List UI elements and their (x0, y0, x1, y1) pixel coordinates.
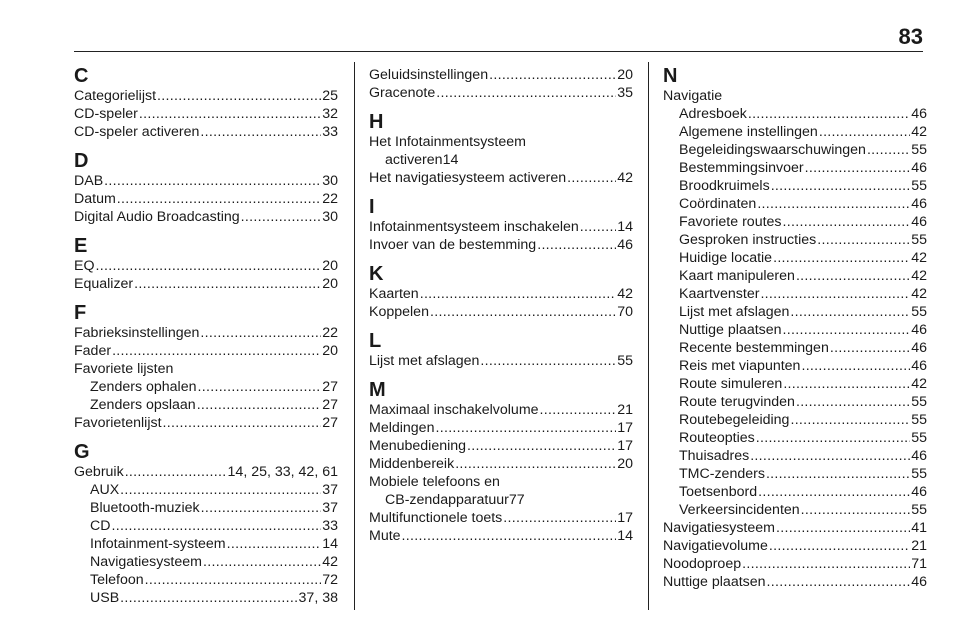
index-entry (663, 519, 927, 537)
entry-pages: 55 (911, 394, 927, 410)
index-entry (663, 537, 927, 555)
index-subentry (74, 571, 338, 589)
entry-term: CD-speler (74, 106, 138, 122)
leader-dots (112, 517, 322, 535)
entry-term: Kaart manipuleren (679, 268, 795, 284)
section-letter: L (369, 330, 382, 352)
leader-dots (750, 447, 910, 465)
entry-pages: 70 (617, 304, 633, 320)
entry-term: Navigatiesysteem (90, 554, 202, 570)
leader-dots (134, 275, 321, 293)
entry-pages: 41 (911, 520, 927, 536)
leader-dots (567, 169, 616, 187)
leader-dots (96, 257, 322, 275)
leader-dots (125, 463, 227, 481)
entry-pages: 30 (322, 173, 338, 189)
entry-pages: 30 (322, 209, 338, 225)
leader-dots (758, 483, 910, 501)
entry-pages: 35 (617, 85, 633, 101)
index-subentry (663, 231, 927, 249)
entry-pages: 42 (911, 250, 927, 266)
leader-dots (796, 393, 910, 411)
leader-dots (767, 573, 911, 591)
entry-pages: 17 (617, 438, 633, 454)
leader-dots (241, 208, 322, 226)
entry-term: Mobiele telefoons en (369, 474, 500, 490)
entry-term: Thuisadres (679, 448, 750, 464)
column-divider (648, 62, 649, 610)
index-subentry (663, 321, 927, 339)
entry-pages: 55 (911, 430, 927, 446)
entry-term: Kaarten (369, 286, 419, 302)
entry-term: Gebruik (74, 464, 124, 480)
index-section (74, 236, 338, 293)
entry-pages: 46 (911, 358, 927, 374)
entry-pages: 22 (322, 191, 338, 207)
entry-term: CD (90, 518, 111, 534)
index-subentry (663, 375, 927, 393)
leader-dots (467, 437, 616, 455)
index-entry (74, 360, 338, 378)
leader-dots (420, 285, 617, 303)
entry-term: Favorietenlijst (74, 415, 162, 431)
leader-dots (104, 172, 321, 190)
leader-dots (430, 303, 616, 321)
index-column-3 (663, 66, 927, 591)
index-entry (369, 419, 633, 437)
entry-pages: 42 (911, 376, 927, 392)
index-section (369, 331, 633, 370)
index-entry (663, 573, 927, 591)
entry-term: Maximaal inschakelvolume (369, 402, 539, 418)
entry-pages: 20 (322, 276, 338, 292)
entry-pages: 55 (911, 412, 927, 428)
entry-pages: 46 (617, 237, 633, 253)
index-entry (74, 208, 338, 226)
index-section (74, 151, 338, 226)
entry-pages: 20 (322, 258, 338, 274)
index-subentry (663, 285, 927, 303)
entry-term: AUX (90, 482, 120, 498)
leader-dots (112, 342, 321, 360)
section-letter: D (74, 150, 89, 172)
entry-term: Navigatiesysteem (663, 520, 775, 536)
leader-dots (197, 378, 321, 396)
index-subentry (663, 159, 927, 177)
index-subentry (663, 357, 927, 375)
leader-dots (783, 375, 910, 393)
entry-pages: 42 (911, 124, 927, 140)
entry-pages: 21 (911, 538, 927, 554)
entry-term: Infotainmentsysteem inschakelen (369, 219, 579, 235)
leader-dots (773, 249, 910, 267)
entry-pages: 17 (617, 510, 633, 526)
leader-dots (769, 537, 910, 555)
entry-term: Geluidsinstellingen (369, 67, 489, 83)
entry-term: Equalizer (74, 276, 134, 292)
index-column-1 (74, 66, 338, 607)
entry-term-continued: activeren (385, 152, 443, 168)
index-subentry (663, 267, 927, 285)
section-letter: F (74, 302, 87, 324)
index-subentry (663, 303, 927, 321)
entry-term: Datum (74, 191, 116, 207)
entry-pages: 55 (617, 353, 633, 369)
index-section (369, 197, 633, 254)
leader-dots (742, 555, 910, 573)
entry-pages: 42 (617, 170, 633, 186)
index-subentry (74, 396, 338, 414)
index-entry (369, 218, 633, 236)
entry-pages: 55 (911, 142, 927, 158)
index-entry (369, 84, 633, 102)
leader-dots (139, 105, 321, 123)
entry-pages: 71 (911, 556, 927, 572)
index-subentry (74, 517, 338, 535)
entry-pages: 55 (911, 502, 927, 518)
index-subentry (74, 378, 338, 396)
index-entry (369, 509, 633, 527)
index-subentry (663, 393, 927, 411)
leader-dots (145, 571, 322, 589)
entry-pages: 20 (617, 456, 633, 472)
index-subentry (663, 411, 927, 429)
entry-pages: 14, 25, 33, 42, 61 (227, 464, 338, 480)
entry-term: DAB (74, 173, 104, 189)
entry-pages: 46 (911, 214, 927, 230)
leader-dots (489, 66, 616, 84)
entry-term: Gracenote (369, 85, 436, 101)
entry-pages: 46 (911, 322, 927, 338)
index-subentry (663, 105, 927, 123)
leader-dots (830, 339, 910, 357)
entry-term: Meldingen (369, 420, 435, 436)
index-subentry (74, 499, 338, 517)
index-section (663, 66, 927, 591)
index-entry (369, 352, 633, 370)
entry-pages: 77 (508, 492, 525, 508)
leader-dots (796, 267, 910, 285)
index-section (369, 66, 633, 102)
entry-term: Reis met viapunten (679, 358, 801, 374)
entry-term: Digital Audio Broadcasting (74, 209, 240, 225)
entry-term: Favoriete lijsten (74, 361, 174, 377)
entry-pages: 22 (322, 325, 338, 341)
leader-dots (819, 123, 910, 141)
section-letter: K (369, 263, 384, 285)
entry-pages: 20 (322, 343, 338, 359)
index-section (74, 303, 338, 432)
index-entry (74, 342, 338, 360)
index-subentry (74, 481, 338, 499)
index-entry (74, 87, 338, 105)
leader-dots (756, 429, 911, 447)
entry-term: Mute (369, 528, 401, 544)
leader-dots (537, 236, 616, 254)
entry-term: Verkeersincidenten (679, 502, 800, 518)
index-entry (74, 463, 338, 481)
entry-pages: 72 (322, 572, 338, 588)
header-rule (74, 51, 923, 52)
entry-term: Het navigatiesysteem activeren (369, 170, 567, 186)
entry-pages: 25 (322, 88, 338, 104)
entry-term: Navigatie (663, 88, 723, 104)
entry-pages: 21 (617, 402, 633, 418)
index-subentry (663, 123, 927, 141)
index-subentry (663, 339, 927, 357)
leader-dots (227, 535, 322, 553)
index-entry (74, 324, 338, 342)
entry-term: USB (90, 590, 120, 606)
index-section (74, 66, 338, 141)
index-entry (369, 437, 633, 455)
entry-pages: 46 (911, 160, 927, 176)
leader-dots (760, 285, 910, 303)
page-number: 83 (898, 24, 923, 49)
leader-dots (805, 159, 911, 177)
entry-term: Bluetooth-muziek (90, 500, 200, 516)
entry-pages: 46 (911, 196, 927, 212)
entry-term: Gesproken instructies (679, 232, 817, 248)
leader-dots (801, 357, 910, 375)
entry-term: Route simuleren (679, 376, 783, 392)
entry-pages: 37, 38 (298, 590, 338, 606)
index-entry (74, 275, 338, 293)
leader-dots (801, 501, 911, 519)
leader-dots (867, 141, 910, 159)
index-subentry (663, 195, 927, 213)
index-subentry (663, 249, 927, 267)
leader-dots (766, 465, 910, 483)
entry-term: Recente bestemmingen (679, 340, 829, 356)
leader-dots (157, 87, 321, 105)
index-entry (369, 473, 633, 509)
leader-dots (455, 455, 616, 473)
entry-pages: 46 (911, 484, 927, 500)
entry-term: CD-speler activeren (74, 124, 200, 140)
index-subentry (74, 553, 338, 571)
entry-pages: 55 (911, 178, 927, 194)
index-section (369, 380, 633, 545)
entry-term-continued: CB-zendapparatuur (385, 492, 509, 508)
index-entry (663, 555, 927, 573)
index-subentry (663, 213, 927, 231)
leader-dots (200, 324, 321, 342)
entry-term: Categorielijst (74, 88, 157, 104)
entry-pages: 55 (911, 304, 927, 320)
entry-pages: 55 (911, 232, 927, 248)
entry-term: Het Infotainmentsysteem (369, 134, 526, 150)
column-divider (354, 62, 355, 610)
entry-pages: 14 (442, 152, 459, 168)
leader-dots (402, 527, 617, 545)
leader-dots (790, 303, 910, 321)
entry-term: Infotainment-systeem (90, 536, 226, 552)
entry-term: Algemene instellingen (679, 124, 818, 140)
entry-pages: 37 (322, 500, 338, 516)
index-entry (369, 133, 633, 169)
leader-dots (201, 499, 322, 517)
entry-term: Toetsenbord (679, 484, 758, 500)
leader-dots (200, 123, 321, 141)
leader-dots (771, 177, 911, 195)
entry-pages: 46 (911, 574, 927, 590)
entry-pages: 33 (322, 518, 338, 534)
entry-term: Middenbereik (369, 456, 455, 472)
entry-term: Coördinaten (679, 196, 757, 212)
entry-term: Kaartvenster (679, 286, 760, 302)
section-letter: H (369, 111, 384, 133)
entry-pages: 55 (911, 466, 927, 482)
entry-term: EQ (74, 258, 95, 274)
entry-term: Bestemmingsinvoer (679, 160, 804, 176)
index-section (369, 112, 633, 187)
index-entry (369, 236, 633, 254)
entry-pages: 27 (322, 397, 338, 413)
entry-term: Navigatievolume (663, 538, 768, 554)
index-entry (74, 257, 338, 275)
entry-pages: 46 (911, 340, 927, 356)
leader-dots (117, 190, 321, 208)
entry-term: Favoriete routes (679, 214, 782, 230)
entry-term: Invoer van de bestemming (369, 237, 537, 253)
entry-pages: 33 (322, 124, 338, 140)
leader-dots (163, 414, 322, 432)
entry-pages: 27 (322, 379, 338, 395)
section-letter: M (369, 379, 386, 401)
leader-dots (435, 419, 616, 437)
entry-pages: 27 (322, 415, 338, 431)
leader-dots (120, 589, 297, 607)
section-letter: I (369, 196, 375, 218)
index-entry (369, 527, 633, 545)
entry-pages: 42 (617, 286, 633, 302)
leader-dots (203, 553, 321, 571)
entry-term: Route terugvinden (679, 394, 795, 410)
leader-dots (817, 231, 910, 249)
index-entry (369, 455, 633, 473)
entry-term: Broodkruimels (679, 178, 770, 194)
entry-pages: 20 (617, 67, 633, 83)
index-entry (369, 285, 633, 303)
index-subentry (663, 141, 927, 159)
entry-term: Nuttige plaatsen (679, 322, 782, 338)
section-letter: G (74, 441, 90, 463)
index-entry (369, 66, 633, 84)
entry-term: Routebegeleiding (679, 412, 790, 428)
entry-term: Fabrieksinstellingen (74, 325, 200, 341)
entry-pages: 14 (617, 219, 633, 235)
index-subentry (663, 483, 927, 501)
entry-term: Routeopties (679, 430, 755, 446)
leader-dots (776, 519, 910, 537)
leader-dots (540, 401, 617, 419)
leader-dots (480, 352, 616, 370)
entry-term: Zenders opslaan (90, 397, 196, 413)
index-entry (369, 401, 633, 419)
entry-pages: 42 (322, 554, 338, 570)
entry-term: Adresboek (679, 106, 747, 122)
index-subentry (74, 535, 338, 553)
entry-term: Noodoproep (663, 556, 742, 572)
index-section (74, 442, 338, 607)
section-letter: E (74, 235, 88, 257)
entry-pages: 42 (911, 268, 927, 284)
leader-dots (580, 218, 616, 236)
leader-dots (783, 321, 911, 339)
index-entry (74, 414, 338, 432)
entry-pages: 46 (911, 448, 927, 464)
index-subentry (663, 447, 927, 465)
index-entry (369, 303, 633, 321)
index-entry (74, 172, 338, 190)
entry-pages: 37 (322, 482, 338, 498)
leader-dots (748, 105, 910, 123)
entry-pages: 32 (322, 106, 338, 122)
index-entry (369, 169, 633, 187)
entry-pages: 46 (911, 106, 927, 122)
leader-dots (436, 84, 616, 102)
entry-term: Zenders ophalen (90, 379, 197, 395)
leader-dots (120, 481, 321, 499)
entry-term: Telefoon (90, 572, 144, 588)
index-subentry (663, 465, 927, 483)
entry-term: Lijst met afslagen (679, 304, 790, 320)
entry-pages: 42 (911, 286, 927, 302)
entry-pages: 17 (617, 420, 633, 436)
index-entry (74, 123, 338, 141)
leader-dots (757, 195, 910, 213)
entry-pages: 14 (617, 528, 633, 544)
entry-term: Huidige locatie (679, 250, 773, 266)
section-letter: N (663, 65, 678, 87)
index-subentry (663, 501, 927, 519)
index-entry (74, 105, 338, 123)
index-subentry (663, 429, 927, 447)
entry-term: Multifunctionele toets (369, 510, 503, 526)
index-section (369, 264, 633, 321)
entry-term: TMC-zenders (679, 466, 765, 482)
index-column-2 (369, 66, 633, 545)
entry-term: Begeleidingswaarschuwingen (679, 142, 866, 158)
section-letter: C (74, 65, 89, 87)
entry-term: Koppelen (369, 304, 429, 320)
entry-pages: 14 (322, 536, 338, 552)
entry-term: Menubediening (369, 438, 467, 454)
leader-dots (503, 509, 616, 527)
index-subentry (74, 589, 338, 607)
leader-dots (197, 396, 322, 414)
index-entry (74, 190, 338, 208)
index-entry (663, 87, 927, 105)
entry-term: Fader (74, 343, 112, 359)
entry-term: Lijst met afslagen (369, 353, 480, 369)
entry-term: Nuttige plaatsen (663, 574, 766, 590)
leader-dots (790, 411, 910, 429)
index-subentry (663, 177, 927, 195)
leader-dots (783, 213, 911, 231)
